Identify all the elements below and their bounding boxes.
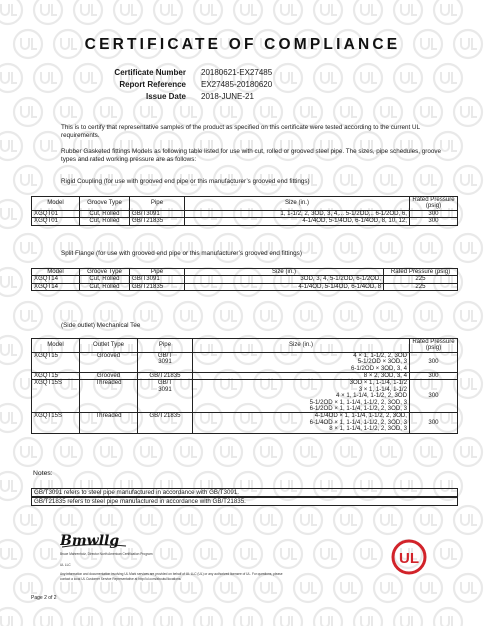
watermark-ul-mark — [414, 98, 442, 126]
watermark-ul-mark — [334, 234, 362, 262]
pipe-cell — [138, 352, 193, 372]
size-cell — [193, 352, 410, 372]
pressure-cell: 225 — [384, 283, 458, 290]
pressure-cell: 300 — [410, 210, 458, 217]
outlet-type-cell: Grooved — [80, 352, 138, 372]
watermark-ul-mark — [174, 438, 202, 466]
pressure-cell: 300 — [410, 380, 458, 413]
watermark-ul-mark — [374, 166, 402, 194]
note-gbt21835: GB/T21835 refers to steel pipe manufactured in accordance with GB/T21835. — [31, 497, 458, 506]
watermark-ul-mark — [94, 98, 122, 126]
watermark-ul-mark — [34, 540, 62, 568]
watermark-ul-mark — [14, 506, 42, 534]
watermark-ul-mark — [134, 506, 162, 534]
pipe-cell: GB/T3091 — [130, 276, 185, 283]
watermark-ul-mark — [0, 200, 22, 228]
model-cell: XGQT14 — [32, 283, 80, 290]
column-header: Size (in.) — [185, 269, 384, 276]
column-header: Outlet Type — [80, 339, 138, 353]
watermark-ul-mark — [274, 0, 302, 24]
watermark-ul-mark — [0, 472, 22, 500]
watermark-ul-mark — [34, 608, 62, 626]
watermark-ul-mark — [0, 540, 22, 568]
issue-date-label: Issue Date — [145, 92, 186, 101]
watermark-ul-mark — [434, 608, 462, 626]
size-line: 6-1/2OD × 3OD, 3, 4 — [350, 364, 407, 372]
watermark-ul-mark — [414, 438, 442, 466]
size-cell: 4-1/4OD, 5-1/4OD, 6-1/4OD, 8, 10, 12, — [185, 218, 410, 225]
watermark-ul-mark — [254, 302, 282, 330]
watermark-ul-mark — [174, 234, 202, 262]
watermark-ul-mark — [174, 98, 202, 126]
watermark-ul-mark — [374, 302, 402, 330]
column-header: Pipe — [130, 269, 185, 276]
watermark-ul-mark — [414, 574, 442, 602]
column-header: Model — [32, 197, 80, 211]
watermark-ul-mark — [214, 438, 242, 466]
watermark-ul-mark — [374, 574, 402, 602]
description-paragraph: Rubber Gasketed fittings Models as following table listed for use with cut, rolled or grooved steel pipe. The sizes, pipe schedules, groove types and rated working pressure are as follows: — [61, 148, 442, 163]
size-line: 5-1/2OD × 1, 1-1/4, 1-1/2, 2, 3OD, 3 — [309, 398, 407, 406]
watermark-ul-mark — [214, 302, 242, 330]
document-title: CERTIFICATE OF COMPLIANCE — [84, 36, 401, 53]
watermark-ul-mark — [154, 0, 182, 24]
column-header: Pipe — [130, 197, 185, 211]
issue-date-value: 2018-JUNE-21 — [201, 92, 254, 101]
watermark-ul-mark — [14, 234, 42, 262]
watermark-ul-mark — [414, 234, 442, 262]
size-line: 4-1/4OD × 1, 1-1/4, 1-1/2, 2, 3OD, — [314, 412, 407, 420]
watermark-ul-mark — [0, 336, 22, 364]
size-line: 6-1/4OD × 1, 1-1/4, 1-1/2, 2, 3OD, 3 — [309, 418, 407, 426]
watermark-ul-mark — [274, 608, 302, 626]
watermark-ul-mark — [254, 506, 282, 534]
pressure-cell: 300 — [410, 352, 458, 372]
pipe-line: 3091 — [158, 385, 172, 393]
watermark-ul-mark — [274, 64, 302, 92]
pipe-cell: GB/T21835 — [138, 373, 193, 380]
size-line: 6-1/2OD × 1, 1-1/4, 1-1/2, 2, 3OD, 3 — [309, 405, 407, 413]
watermark-ul-mark — [54, 234, 82, 262]
table-header-row — [32, 339, 458, 353]
watermark-ul-mark — [254, 98, 282, 126]
watermark-ul-mark — [214, 98, 242, 126]
watermark-ul-mark — [434, 0, 462, 24]
size-cell: 3OD, 3, 4, 5-1/2OD, 6-1/2OD, — [185, 276, 384, 283]
size-cell: 4-1/4OD, 5-1/4OD, 6-1/4OD, 8 — [185, 283, 384, 290]
table-row — [32, 352, 458, 372]
watermark-ul-mark — [234, 608, 262, 626]
watermark-ul-mark — [454, 574, 482, 602]
column-header: Pipe — [138, 339, 193, 353]
watermark-ul-mark — [0, 404, 22, 432]
watermark-ul-mark — [454, 234, 482, 262]
pipe-cell — [138, 380, 193, 413]
disclaimer-line-2: contact a local UL Customer Service Representative at http://ul.com/aboutul/locations/ — [60, 577, 182, 581]
pipe-cell: GB/T21835 — [138, 413, 193, 433]
watermark-ul-mark — [414, 302, 442, 330]
pipe-cell: GB/T21835 — [130, 283, 185, 290]
watermark-ul-mark — [434, 540, 462, 568]
watermark-ul-mark — [194, 608, 222, 626]
model-cell: XGQT01 — [32, 218, 80, 225]
split-flange-heading: Split Flange (for use with grooved end pipe or this manufacturer’s grooved end fittings) — [61, 250, 302, 257]
size-cell — [193, 413, 410, 433]
column-header: Size (in.) — [193, 339, 410, 353]
column-header: Model — [32, 269, 80, 276]
groove-type-cell: Cut, Rolled — [80, 283, 130, 290]
watermark-ul-mark — [74, 0, 102, 24]
watermark-ul-mark — [54, 438, 82, 466]
signatory-org: UL LLC — [60, 563, 71, 567]
column-header: Rated Pressure (psig) — [410, 197, 458, 211]
watermark-ul-mark — [354, 608, 382, 626]
watermark-ul-mark — [74, 608, 102, 626]
size-cell: 1, 1-1/2, 2, 3OD, 3, 4,... 5-1/2OD,.. 6-1/2OD, 6, — [185, 210, 410, 217]
watermark-ul-mark — [454, 302, 482, 330]
watermark-ul-mark — [334, 166, 362, 194]
rigid-coupling-heading: Rigid Coupling (for use with grooved end pipe or this manufacturer’s grooved end fittings) — [61, 178, 310, 185]
model-cell: XGQT15 — [32, 352, 80, 372]
watermark-ul-mark — [14, 438, 42, 466]
pipe-line: GB/T — [157, 351, 173, 359]
watermark-ul-mark — [34, 64, 62, 92]
watermark-ul-mark — [0, 268, 22, 296]
certificate-number-label: Certificate Number — [114, 68, 186, 77]
watermark-ul-mark — [414, 166, 442, 194]
model-cell: XGQT15S — [32, 413, 80, 433]
column-header: Rated Pressure (psig) — [384, 269, 458, 276]
watermark-ul-mark — [294, 438, 322, 466]
pipe-cell: GB/T21835 — [130, 218, 185, 225]
watermark-ul-mark — [134, 98, 162, 126]
watermark-ul-mark — [454, 506, 482, 534]
model-cell: XGQT14 — [32, 276, 80, 283]
watermark-ul-mark — [254, 234, 282, 262]
watermark-ul-mark — [214, 506, 242, 534]
ul-logo-icon — [391, 537, 427, 577]
watermark-ul-mark — [334, 574, 362, 602]
disclaimer-line-1: Any information and documentation involving UL Mark services are provided on behalf of UL LLC (UL) or any authorized licensee of UL. For questions, please — [60, 572, 283, 576]
split-flange-table — [31, 268, 458, 291]
size-cell — [193, 380, 410, 413]
size-line: 8 × 1, 1-1/4, 1-1/2, 2, 3OD, 3 — [329, 425, 407, 433]
column-header: Groove Type — [80, 197, 130, 211]
watermark-ul-mark — [194, 540, 222, 568]
pressure-cell: 300 — [410, 218, 458, 225]
watermark-ul-mark — [0, 0, 22, 24]
watermark-ul-mark — [14, 98, 42, 126]
watermark-ul-mark — [454, 166, 482, 194]
watermark-ul-mark — [334, 506, 362, 534]
watermark-ul-mark — [234, 0, 262, 24]
watermark-ul-mark — [314, 608, 342, 626]
watermark-ul-mark — [294, 574, 322, 602]
watermark-ul-mark — [34, 132, 62, 160]
watermark-ul-mark — [0, 608, 22, 626]
groove-type-cell: Cut, Rolled — [80, 276, 130, 283]
outlet-type-cell: Threaded — [80, 413, 138, 433]
watermark-ul-mark — [74, 64, 102, 92]
pressure-cell: 300 — [410, 413, 458, 433]
watermark-ul-mark — [34, 0, 62, 24]
size-line: 5-1/2OD × 3OD, 3 — [357, 358, 407, 366]
pipe-line: GB/T — [157, 379, 173, 387]
watermark-ul-mark — [134, 234, 162, 262]
ul-logo-mark: UL — [399, 550, 419, 567]
watermark-ul-mark — [334, 438, 362, 466]
rigid-coupling-table — [31, 196, 458, 226]
report-reference-value: EX27485-20180620 — [201, 80, 273, 89]
model-cell: XGQT15 — [32, 373, 80, 380]
pipe-line: 3091 — [158, 358, 172, 366]
intro-paragraph: This is to certify that representative samples of the product as specified on this certificate were tested according to the current UL requirements. — [61, 124, 420, 139]
notes-label: Notes: — [33, 470, 53, 477]
watermark-ul-mark — [274, 540, 302, 568]
watermark-ul-mark — [214, 234, 242, 262]
watermark-ul-mark — [14, 166, 42, 194]
watermark-ul-mark — [314, 64, 342, 92]
watermark-ul-mark — [454, 98, 482, 126]
watermark-ul-mark — [0, 132, 22, 160]
column-header: Model — [32, 339, 80, 353]
table-row — [32, 380, 458, 413]
watermark-ul-mark — [394, 0, 422, 24]
watermark-ul-mark — [294, 302, 322, 330]
pressure-cell: 300 — [410, 373, 458, 380]
watermark-ul-mark — [94, 234, 122, 262]
watermark-ul-mark — [314, 0, 342, 24]
table-row — [32, 218, 458, 225]
table-row — [32, 413, 458, 433]
watermark-ul-mark — [374, 506, 402, 534]
size-cell: 8 × 2, 3OD, 3, 4 — [193, 373, 410, 380]
mechanical-tee-table — [31, 338, 458, 434]
watermark-ul-mark — [294, 506, 322, 534]
watermark-ul-mark — [354, 540, 382, 568]
watermark-ul-mark — [134, 438, 162, 466]
column-header: Size (in.) — [185, 197, 410, 211]
watermark-ul-mark — [454, 370, 482, 398]
column-header: Rated Pressure (psig) — [410, 339, 458, 353]
report-reference-label: Report Reference — [119, 80, 186, 89]
outlet-type-cell: Threaded — [80, 380, 138, 413]
watermark-ul-mark — [174, 506, 202, 534]
size-line: 4 × 1, 1-1/4, 1-1/2, 2, 3OD — [336, 392, 407, 400]
pipe-cell: GB/T3091 — [130, 210, 185, 217]
watermark-ul-mark — [174, 302, 202, 330]
watermark-ul-mark — [314, 540, 342, 568]
watermark-ul-mark — [374, 234, 402, 262]
watermark-ul-mark — [434, 64, 462, 92]
watermark-ul-mark — [114, 608, 142, 626]
watermark-ul-mark — [14, 302, 42, 330]
watermark-ul-mark — [54, 98, 82, 126]
outlet-type-cell: Grooved — [80, 373, 138, 380]
watermark-ul-mark — [0, 64, 22, 92]
watermark-ul-mark — [294, 234, 322, 262]
table-row — [32, 283, 458, 290]
certificate-number-value: 20180621-EX27485 — [201, 68, 273, 77]
mechanical-tee-heading: (Side outlet) Mechanical Tee — [61, 322, 141, 329]
watermark-ul-mark — [94, 438, 122, 466]
groove-type-cell: Cut, Rolled — [80, 218, 130, 225]
watermark-ul-mark — [394, 608, 422, 626]
signature-script: Bmwllg — [60, 533, 120, 549]
watermark-ul-mark — [214, 574, 242, 602]
table-header-row — [32, 197, 458, 211]
watermark-ul-mark — [234, 540, 262, 568]
watermark-ul-mark — [154, 540, 182, 568]
watermark-ul-mark — [354, 0, 382, 24]
pressure-cell: 225 — [384, 276, 458, 283]
watermark-ul-mark — [334, 302, 362, 330]
watermark-ul-mark — [114, 0, 142, 24]
watermark-ul-mark — [294, 98, 322, 126]
page-number: Page 2 of 2 — [31, 595, 57, 601]
watermark-ul-mark — [374, 438, 402, 466]
watermark-ul-mark — [254, 574, 282, 602]
column-header: Groove Type — [80, 269, 130, 276]
signatory-name: Bruce Mahrenholz, Director North American Certification Program — [60, 552, 153, 556]
watermark-ul-mark — [354, 64, 382, 92]
size-line: 3OD × 1, 1-1/4, 1-1/2 — [349, 379, 407, 387]
note-gbt3091: GB/T3091 refers to steel pipe manufactured in accordance with GB/T3091. — [31, 488, 458, 497]
watermark-ul-mark — [394, 64, 422, 92]
watermark-ul-mark — [334, 98, 362, 126]
watermark-ul-mark — [254, 438, 282, 466]
watermark-ul-mark — [414, 506, 442, 534]
signature-mark — [60, 530, 130, 550]
watermark-ul-mark — [194, 0, 222, 24]
size-line: 3 × 1, 1-1/4, 1-1/2 — [358, 385, 407, 393]
model-cell: XGQT15S — [32, 380, 80, 413]
watermark-ul-mark — [374, 98, 402, 126]
size-line: 4 × 1, 1-1/2, 2, 3OD — [353, 351, 407, 359]
watermark-ul-mark — [154, 608, 182, 626]
model-cell: XGQT01 — [32, 210, 80, 217]
groove-type-cell: Cut, Rolled — [80, 210, 130, 217]
watermark-ul-mark — [454, 438, 482, 466]
